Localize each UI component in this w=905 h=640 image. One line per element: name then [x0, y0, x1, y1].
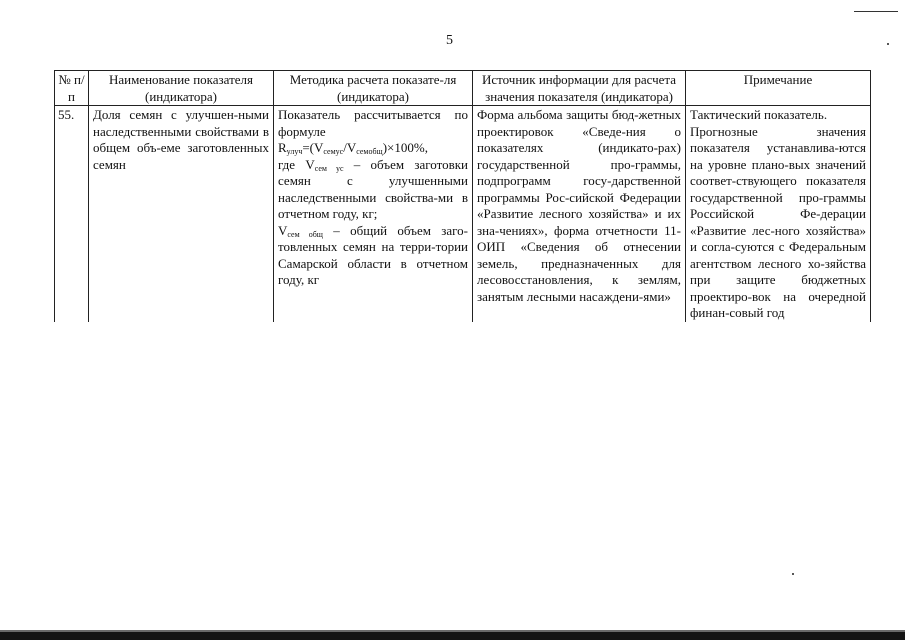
method-formula: $R_{улуч}=(V_{семус}/V_{семобщ})\times 100\%$, — [278, 140, 428, 156]
table-row — [55, 106, 871, 322]
bottom-scan-bar — [0, 632, 905, 640]
top-scan-mark — [854, 11, 898, 12]
page-number: 5 — [446, 33, 453, 48]
header-name: Наименование показателя (индикатора) — [89, 71, 274, 106]
note-head: Тактический показатель. — [690, 107, 828, 122]
row-num: 55. — [55, 106, 89, 322]
row-note — [686, 106, 871, 322]
table-header-row — [55, 71, 871, 106]
method-intro: Показатель рассчитывается по формуле — [278, 107, 468, 139]
header-num: № п/п — [55, 71, 89, 106]
method-where: где $V_{сем ус}$ – объем заготовки семян с улучшенными наследственными свойства-ми в отчетном году, кг; — [278, 156, 468, 221]
row-method — [274, 106, 473, 322]
note-body: Прогнозные значения показателя устанавлива-ются на уровне плано-вых значений соответ-ствующего показателя государственной про-граммы Российской Фе-дерации «Развитие лес-ного хозяйства» и согла-суются с Федеральным агентством лесного хо-зяйства при защите бюджетных проектиро-вок на очередной финан-совый год — [690, 123, 866, 320]
scan-dot — [887, 43, 889, 45]
header-source: Источник информации для расчета значения показателя (индикатора) — [473, 71, 686, 106]
row-source: Форма альбома защиты бюд-жетных проектировок «Сведе-ния о показателях (индикато-рах) государственной про-граммы, подпрограмм госу-дарственной программы Рос-сийской Федерации «Развитие лесного хозяйства» и их зна-чениях», форма отчетности 11-ОИП «Сведения об отнесении земель, предназначенных для лесовосстановления, к землям, занятым лесными насаждени-ями» — [473, 106, 686, 322]
scan-dot — [792, 573, 794, 575]
header-note: Примечание — [686, 71, 871, 106]
method-v2: $V_{сем общ}$ – общий объем заго-товленных семян на терри-тории Самарской области в отчетном году, кг — [278, 222, 468, 287]
header-method: Методика расчета показате-ля (индикатора) — [274, 71, 473, 106]
row-name: Доля семян с улучшен-ными наследственными свойствами в общем объ-еме заготовленных семян — [89, 106, 274, 322]
indicators-table — [54, 70, 871, 322]
